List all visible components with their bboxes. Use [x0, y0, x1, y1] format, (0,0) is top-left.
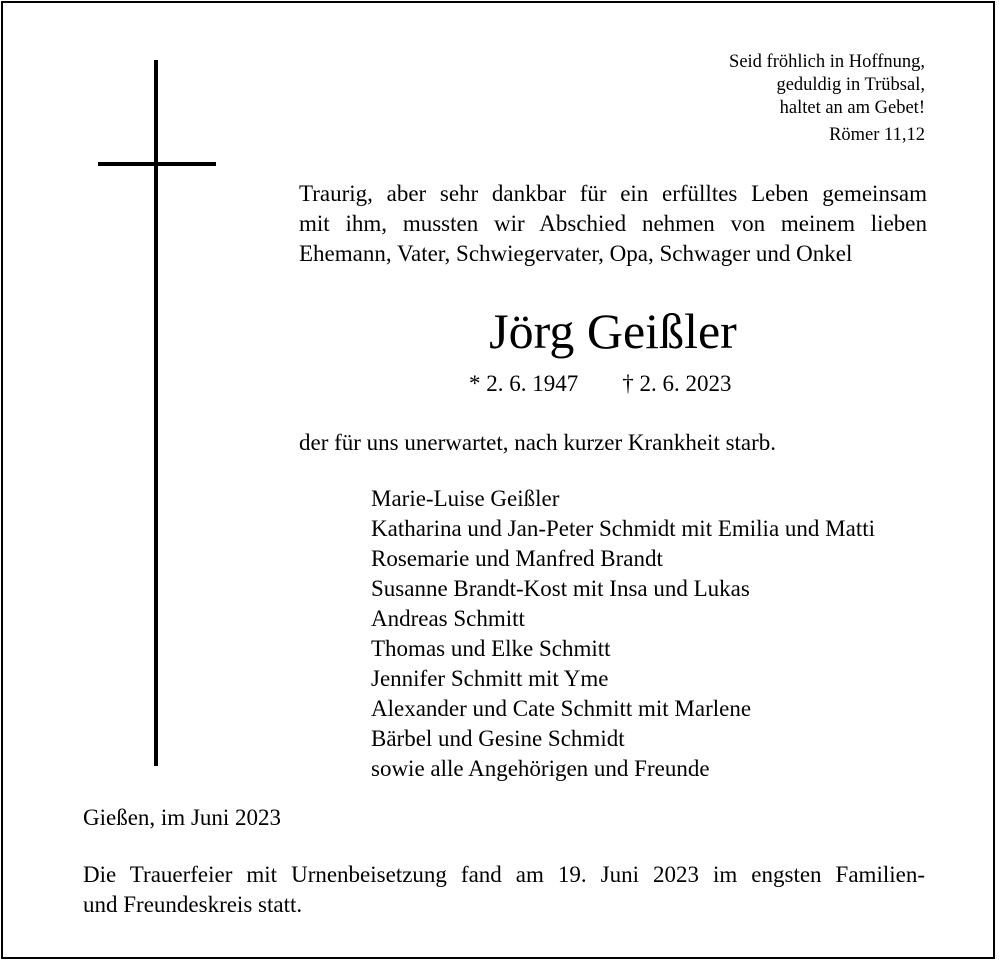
- mourner-entry: Alexander und Cate Schmitt mit Marlene: [371, 696, 752, 721]
- verse-line: haltet an am Gebet!: [779, 98, 925, 118]
- place-date: Gießen, im Juni 2023: [83, 805, 282, 830]
- intro-line: Ehemann, Vater, Schwiegervater, Opa, Schwager und Onkel: [299, 241, 853, 266]
- bible-verse: [603, 51, 925, 147]
- mourner-entry: Andreas Schmitt: [371, 606, 525, 631]
- cross-icon-horizontal-bar: [98, 162, 216, 166]
- birth-date: * 2. 6. 1947: [469, 371, 579, 396]
- intro-text: [299, 179, 927, 269]
- verse-line: Seid fröhlich in Hoffnung,: [729, 52, 925, 72]
- funeral-line: Die Trauerfeier mit Urnenbeisetzung fand am 19. Juni 2023 im engsten Familien-: [83, 862, 925, 887]
- intro-line: mit ihm, mussten wir Abschied nehmen von meinem lieben: [299, 211, 927, 236]
- deceased-name: Jörg Geißler: [489, 303, 737, 359]
- mourner-entry: Thomas und Elke Schmitt: [371, 636, 611, 661]
- verse-source: Römer 11,12: [829, 125, 925, 145]
- mourner-entry: Bärbel und Gesine Schmidt: [371, 726, 625, 751]
- mourner-entry: Marie-Luise Geißler: [371, 486, 560, 511]
- cause-text: der für uns unerwartet, nach kurzer Krankheit starb.: [299, 430, 777, 455]
- mourner-entry: Susanne Brandt-Kost mit Insa und Lukas: [371, 576, 750, 601]
- intro-line: Traurig, aber sehr dankbar für ein erfülltes Leben gemeinsam: [299, 181, 927, 206]
- obituary-frame: [1, 1, 995, 959]
- mourner-entry: sowie alle Angehörigen und Freunde: [371, 756, 710, 781]
- mourner-entry: Jennifer Schmitt mit Yme: [371, 666, 609, 691]
- mourner-entry: Rosemarie und Manfred Brandt: [371, 546, 663, 571]
- life-dates: [469, 369, 732, 399]
- death-date: † 2. 6. 2023: [622, 371, 732, 396]
- funeral-line: und Freundeskreis statt.: [83, 892, 303, 917]
- mourner-entry: Katharina und Jan-Peter Schmidt mit Emilia und Matti: [371, 516, 875, 541]
- funeral-notice: [83, 860, 925, 920]
- mourners-list: [371, 484, 875, 784]
- verse-line: geduldig in Trübsal,: [776, 75, 925, 95]
